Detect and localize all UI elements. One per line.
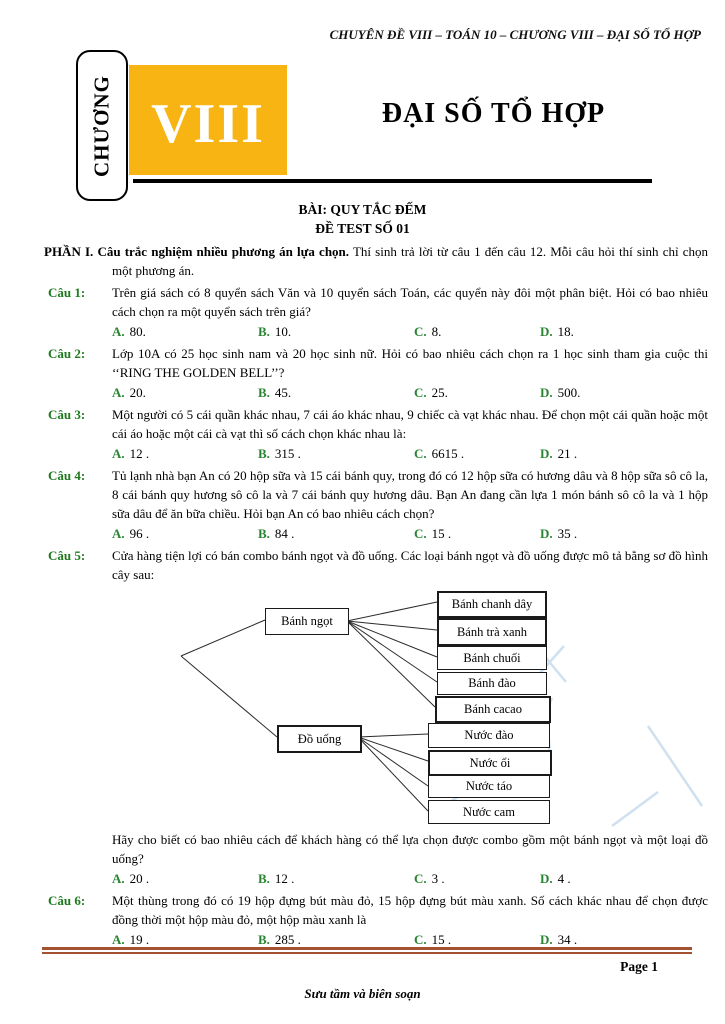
option-a <box>112 322 258 341</box>
option-text: 15 . <box>431 526 452 541</box>
question-6-text: Một thùng trong đó có 19 hộp đựng bút màu đỏ, 15 hộp đựng bút màu xanh. Số cách khác nhau để chọn được đồng thời một hộp màu đỏ, một hộp màu xanh là <box>112 893 708 927</box>
option-letter: C. <box>414 446 427 461</box>
option-letter: D. <box>540 932 553 947</box>
tree-node-nuoc-oi: Nước ổi <box>428 750 552 776</box>
tree-node-banh-cacao: Bánh cacao <box>435 696 551 723</box>
option-text: 96 . <box>129 526 150 541</box>
option-text: 8. <box>431 324 442 339</box>
option-text: 19 . <box>129 932 150 947</box>
chapter-word-box <box>76 50 128 201</box>
banner-underline <box>133 179 652 183</box>
tree-node-nuoc-tao: Nước táo <box>428 775 550 798</box>
option-letter: C. <box>414 324 427 339</box>
option-text: 25. <box>431 385 448 400</box>
option-b <box>258 869 414 888</box>
option-text: 6615 . <box>431 446 465 461</box>
tree-node-do-uong: Đồ uống <box>277 725 362 753</box>
question-1 <box>0 283 725 341</box>
option-text: 315 . <box>274 446 301 461</box>
part1-normal-text: Thí sinh trả lời từ câu 1 đến câu 12. Mỗi câu hỏi thí sinh chỉ chọn một phương án. <box>112 244 709 278</box>
question-6-body <box>112 891 725 949</box>
option-c <box>414 383 540 402</box>
question-5-body <box>112 546 725 888</box>
option-b <box>258 322 414 341</box>
part1-paragraph <box>0 242 725 280</box>
option-letter: A. <box>112 324 125 339</box>
question-4-text: Tủ lạnh nhà bạn An có 20 hộp sữa và 15 cái bánh quy, trong đó có 12 hộp sữa có hương dâu và 8 hộp sữa sô cô la, 8 cái bánh quy hương sô cô la và 7 cái bánh quy hương dâu. Bạn An đang cần lựa 1 món bánh sô cô la và 1 hộp sữa dâu để ăn bữa chiều. Hỏi bạn An có bao nhiêu cách chọn? <box>112 468 708 521</box>
tree-node-banh-dao: Bánh đào <box>437 672 547 695</box>
question-2-number: Câu 2: <box>48 346 86 361</box>
question-4-body <box>112 466 725 543</box>
option-letter: A. <box>112 871 125 886</box>
option-letter: D. <box>540 324 553 339</box>
question-1-text: Trên giá sách có 8 quyển sách Văn và 10 quyển sách Toán, các quyển này đôi một phân biệt. Hỏi có bao nhiêu cách chọn ra một quyển sách trên giá? <box>112 285 708 319</box>
page-number: Page 1 <box>620 959 658 974</box>
question-1-number: Câu 1: <box>48 285 86 300</box>
question-5-text-after-diagram: Hãy cho biết có bao nhiêu cách để khách hàng có thể lựa chọn được combo gồm một bánh ngọt và một loại đồ uống? <box>112 832 708 866</box>
option-d <box>540 524 708 543</box>
option-b <box>258 444 414 463</box>
option-text: 285 . <box>274 932 301 947</box>
option-letter: A. <box>112 932 125 947</box>
question-5-text: Cửa hàng tiện lợi có bán combo bánh ngọt và đồ uống. Các loại bánh ngọt và đồ uống được mô tả bằng sơ đồ hình cây sau: <box>112 548 708 582</box>
option-c <box>414 869 540 888</box>
part1-label: PHẦN I. <box>44 244 94 259</box>
option-letter: D. <box>540 385 553 400</box>
option-a <box>112 444 258 463</box>
part1-bold-text: Câu trắc nghiệm nhiều phương án lựa chọn. <box>93 244 350 259</box>
question-3-options <box>112 444 708 463</box>
tree-node-banh-chanh-day: Bánh chanh dây <box>437 591 547 618</box>
option-letter: C. <box>414 932 427 947</box>
chapter-title: ĐẠI SỐ TỔ HỢP <box>381 98 606 129</box>
option-text: 12 . <box>274 871 295 886</box>
option-text: 21 . <box>557 446 578 461</box>
option-letter: B. <box>258 385 270 400</box>
question-1-options <box>112 322 708 341</box>
tree-node-banh-chuoi: Bánh chuối <box>437 646 547 670</box>
question-2 <box>0 344 725 402</box>
option-letter: A. <box>112 446 125 461</box>
option-text: 500. <box>557 385 581 400</box>
option-text: 84 . <box>274 526 295 541</box>
option-d <box>540 444 708 463</box>
option-text: 20 . <box>129 871 150 886</box>
option-a <box>112 524 258 543</box>
option-letter: B. <box>258 446 270 461</box>
question-3 <box>0 405 725 463</box>
option-letter: D. <box>540 446 553 461</box>
question-1-body <box>112 283 725 341</box>
option-letter: A. <box>112 526 125 541</box>
option-text: 10. <box>274 324 292 339</box>
question-3-number: Câu 3: <box>48 407 86 422</box>
option-text: 34 . <box>557 932 578 947</box>
tree-diagram-lines <box>112 586 710 828</box>
option-letter: C. <box>414 526 427 541</box>
option-text: 45. <box>274 385 292 400</box>
chapter-numeral-box <box>129 65 287 175</box>
footer-credit: Sưu tầm và biên soạn <box>304 986 421 1001</box>
option-text: 15 . <box>431 932 452 947</box>
option-c <box>414 322 540 341</box>
option-d <box>540 322 708 341</box>
option-text: 20. <box>129 385 146 400</box>
chapter-word: CHƯƠNG <box>89 74 114 177</box>
option-letter: B. <box>258 932 270 947</box>
tree-diagram <box>112 586 708 828</box>
tree-node-banh-tra-xanh: Bánh trà xanh <box>437 618 547 646</box>
option-text: 12 . <box>129 446 150 461</box>
option-letter: B. <box>258 871 270 886</box>
lesson-subtitle: ĐỀ TEST SỐ 01 <box>315 221 410 236</box>
option-b <box>258 383 414 402</box>
main-content <box>0 200 725 949</box>
option-letter: C. <box>414 871 427 886</box>
option-letter: B. <box>258 526 270 541</box>
question-4-options <box>112 524 708 543</box>
tree-node-nuoc-dao: Nước đào <box>428 723 550 748</box>
option-c <box>414 444 540 463</box>
option-letter: B. <box>258 324 270 339</box>
option-text: 80. <box>129 324 146 339</box>
option-d <box>540 383 708 402</box>
question-4 <box>0 466 725 543</box>
lesson-title: BÀI: QUY TẮC ĐẾM <box>298 202 427 217</box>
question-2-text: Lớp 10A có 25 học sinh nam và 20 học sinh nữ. Hỏi có bao nhiêu cách chọn ra 1 học sinh tham gia cuộc thi ‘‘RING THE GOLDEN BELL’’? <box>112 346 708 380</box>
option-c <box>414 524 540 543</box>
option-text: 4 . <box>557 871 571 886</box>
tree-node-nuoc-cam: Nước cam <box>428 800 550 824</box>
option-letter: D. <box>540 526 553 541</box>
option-d <box>540 869 708 888</box>
option-letter: A. <box>112 385 125 400</box>
question-2-options <box>112 383 708 402</box>
option-a <box>112 383 258 402</box>
question-6 <box>0 891 725 949</box>
chapter-numeral: VIII <box>151 93 265 155</box>
option-letter: D. <box>540 871 553 886</box>
footer-rule <box>42 947 692 954</box>
tree-node-banh-ngot: Bánh ngọt <box>265 608 349 635</box>
option-text: 18. <box>557 324 574 339</box>
question-2-body <box>112 344 725 402</box>
running-header: CHUYÊN ĐỀ VIII – TOÁN 10 – CHƯƠNG VIII – ĐẠI SỐ TỔ HỢP <box>329 27 701 42</box>
question-3-body <box>112 405 725 463</box>
question-3-text: Một người có 5 cái quần khác nhau, 7 cái áo khác nhau, 9 chiếc cà vạt khác nhau. Để chọn một cái quần hoặc một cái áo hoặc một cái cà vạt thì số cách chọn khác nhau là: <box>112 407 708 441</box>
question-5-number: Câu 5: <box>48 548 86 563</box>
option-a <box>112 869 258 888</box>
option-b <box>258 524 414 543</box>
question-4-number: Câu 4: <box>48 468 86 483</box>
option-text: 35 . <box>557 526 578 541</box>
question-6-number: Câu 6: <box>48 893 86 908</box>
question-5 <box>0 546 725 888</box>
option-letter: C. <box>414 385 427 400</box>
option-text: 3 . <box>431 871 445 886</box>
question-5-options <box>112 869 708 888</box>
